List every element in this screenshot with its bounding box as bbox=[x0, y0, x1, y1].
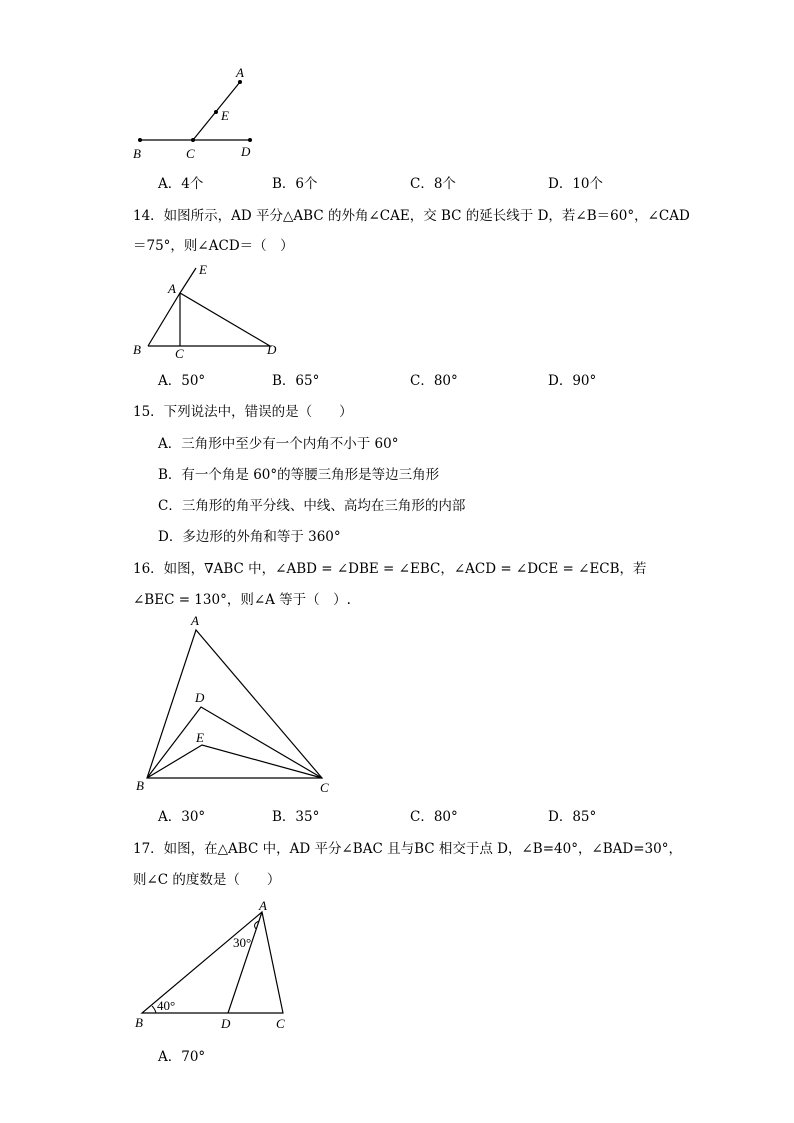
label-a: A bbox=[168, 281, 176, 296]
label-e: E bbox=[221, 108, 229, 123]
q14-stem-line2: ＝75°，则∠ACD＝（ ） bbox=[133, 238, 294, 254]
label-c: C bbox=[320, 780, 329, 795]
angle-arc-b bbox=[152, 1006, 156, 1013]
q14-option-b[interactable]: B．65° bbox=[272, 373, 320, 389]
q16-stem-line1: 16．如图，∇ABC 中，∠ABD = ∠DBE = ∠EBC，∠ACD = ∠DCE = ∠ECB，若 bbox=[133, 561, 647, 577]
label-d: D bbox=[241, 144, 251, 159]
q14-option-a[interactable]: A．50° bbox=[158, 373, 206, 389]
label-e: E bbox=[199, 262, 207, 277]
label-d: D bbox=[267, 342, 277, 357]
q13-option-b[interactable]: B．6个 bbox=[272, 176, 318, 192]
q15-stem: 15．下列说法中，错误的是（ ） bbox=[133, 404, 353, 420]
label-b: B bbox=[135, 1015, 143, 1030]
q17-stem-line1: 17．如图，在△ABC 中，AD 平分∠BAC 且与BC 相交于点 D，∠B=40°，∠BAD=30°， bbox=[133, 841, 682, 857]
q16-option-c[interactable]: C．80° bbox=[410, 809, 458, 825]
q15-option-d[interactable]: D．多边形的外角和等于 360° bbox=[158, 529, 341, 545]
label-b: B bbox=[136, 778, 144, 793]
angle-label-b: 40° bbox=[157, 998, 176, 1013]
label-d: D bbox=[195, 690, 205, 705]
q16-option-b[interactable]: B．35° bbox=[272, 809, 320, 825]
label-c: C bbox=[186, 146, 195, 161]
label-b: B bbox=[133, 146, 141, 161]
q14-option-c[interactable]: C．80° bbox=[410, 373, 458, 389]
q16-stem-line2: ∠BEC = 130°，则∠A 等于（ ）. bbox=[133, 592, 351, 608]
q17-stem-line2: 则∠C 的度数是（ ） bbox=[133, 872, 281, 888]
q14-stem-line1: 14．如图所示，AD 平分△ABC 的外角∠CAE，交 BC 的延长线于 D，若∠B＝60°，∠CAD bbox=[133, 208, 690, 224]
q16-option-a[interactable]: A．30° bbox=[158, 809, 206, 825]
segment-ad bbox=[228, 912, 262, 1013]
label-e: E bbox=[196, 730, 204, 745]
q13-option-d[interactable]: D．10个 bbox=[548, 176, 604, 192]
q16-option-d[interactable]: D．85° bbox=[548, 809, 597, 825]
q13-option-c[interactable]: C．8个 bbox=[410, 176, 456, 192]
label-c: C bbox=[276, 1016, 285, 1031]
q15-option-a[interactable]: A．三角形中至少有一个内角不小于 60° bbox=[158, 436, 399, 452]
q15-option-c[interactable]: C．三角形的角平分线、中线、高均在三角形的内部 bbox=[158, 498, 466, 514]
label-b: B bbox=[133, 342, 141, 357]
q15-option-b[interactable]: B．有一个角是 60°的等腰三角形是等边三角形 bbox=[158, 467, 440, 483]
label-d: D bbox=[221, 1016, 231, 1031]
q17-option-a[interactable]: A．70° bbox=[158, 1049, 206, 1065]
label-a: A bbox=[236, 65, 244, 80]
label-a: A bbox=[259, 898, 267, 913]
label-a: A bbox=[191, 613, 199, 628]
q14-option-d[interactable]: D．90° bbox=[548, 373, 597, 389]
label-c: C bbox=[175, 346, 184, 361]
angle-label-bad: 30° bbox=[233, 935, 252, 950]
q13-option-a[interactable]: A．4个 bbox=[158, 176, 204, 192]
